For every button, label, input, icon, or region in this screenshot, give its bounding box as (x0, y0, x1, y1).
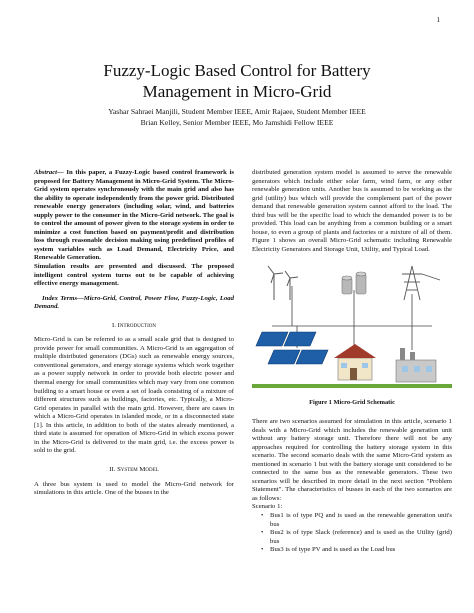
title-line-2: Management in Micro-Grid (142, 82, 332, 101)
load-house-icon (334, 344, 376, 380)
paper-title (0, 60, 474, 102)
abstract-text: In this paper, a Fuzzy-Logic based control framework is proposed for Battery Management in Micro-Grid System. The Micro-Grid system operates synchronously with the main grid and also has the ability to operate independently from the power grid. Distributed renewable energy generators (including solar, wind, and batteries supply power to the consumer in the Micro-Grid network. The goal is to control the amount of power given to the storage system in order to minimize a cost function based on payment/profit and distribution loss through reasonable decision making using predefined profiles of system variables such as Load Demand, Electricity Price, and Renewable Generation. (34, 169, 234, 262)
author-block (0, 106, 474, 128)
scenario-label: Scenario 1: (252, 503, 283, 511)
system-model-text: A three bus system is used to model the Micro-Grid network for simulations in this article. One of the busses in the (34, 480, 234, 497)
index-terms: Index Terms—Micro-Grid, Control, Power Flow, Fuzzy-Logic, Load Demand. (34, 294, 234, 311)
right-paragraph-1: distributed generation system model is assumed to serve the renewable generators which include either solar farm, wind farm, or any other renewable generation units. Another bus is assumed to be working as the grid (utility) bus which will provide the complement part of the power demand that renewable generation system cannot afford to the load. The third bus will be the specific load to which the demanded power is to be provided. This load can be anything from a common building or a smart house, to even a group of plants and factories or a mixture of all of them. Figure 1 shows an overall Micro-Grid schematic including Renewable Electricity Generators and Storage Unit, Utility, and Typical Load. (252, 169, 452, 253)
abstract-label: Abstract— (34, 169, 64, 176)
figure-caption: Figure 1 Micro-Grid Schematic (309, 399, 395, 407)
right-paragraph-2: There are two scenarios assumed for simulation in this article, scenario 1 deals with a Micro-Grid which includes the renewable generation unit without any battery storage unit. Therefore there will not be any approaches required for controlling the battery storage system in this scenario. The second scenario deals with the same Micro-Grid system as mentioned in scenario 1 but with the battery storage unit considered to be connected to the same bus as the renewable generators. These two scenarios will be described in more detail in the next section "Problem Statement". The characteristics of busses in each of the two scenarios are as follows: (252, 418, 452, 502)
right-column (252, 169, 452, 555)
bullet-item: • Bus3 is of type PV and is used as the Load bus (252, 546, 452, 555)
author-line-1: Yashar Sahraei Manjili, Student Member IEEE, Amir Rajaee, Student Member IEEE (108, 107, 366, 116)
bullet-item: • Bus1 is of type PQ and is used as the renewable generation unit's bus (252, 512, 452, 529)
micro-grid-figure (252, 260, 452, 393)
factory-icon (396, 348, 436, 382)
bullet-item: • Bus2 is of type Slack (reference) and is used as the Utility (grid) bus (252, 529, 452, 546)
section-heading-system-model: II. System Model (109, 465, 159, 473)
wind-turbine-icon (268, 266, 298, 300)
solar-panel-icon (256, 332, 328, 364)
utility-tower-icon (402, 266, 440, 300)
micro-grid-schematic (252, 260, 452, 393)
abstract-text-2: Simulation results are presented and discussed. The proposed intelligent control system turns out to be capable of achieving effective energy management. (34, 263, 234, 288)
abstract (34, 169, 234, 263)
ground-strip (252, 384, 452, 388)
section-heading-introduction: I. Introduction (112, 321, 156, 329)
author-line-2: Brian Kelley, Senior Member IEEE, Mo Jamshidi Fellow IEEE (140, 118, 334, 127)
introduction-text: Micro-Grid is can be referred to as a small scale grid that is designed to provide power for small communities. A Micro-Grid is an aggregation of multiple distributed generators (DGs) such as renewable energy sources, conventional generators, and energy storage systems which work together as a power supply network in order to provide both electric power and thermal energy for small communities which may vary from one common building to a smart house or even a set of loads consisting of a mixture of different structures such as buildings, factories, etc. Typically, a Micro-Grid operates in parallel with the main grid. However, there are cases in which a Micro-Grid operates in islanded mode, or in a disconnected state [1]. In this article, in addition to both of the states already mentioned, a third state is assumed for operation of Micro-Grid in which excess power in the Micro-Grid is delivered to the main grid, i.e. the excess power is sold to the grid. (34, 336, 234, 455)
title-line-1: Fuzzy-Logic Based Control for Battery (103, 61, 371, 80)
left-column (34, 169, 234, 498)
page-number: 1 (436, 16, 440, 24)
